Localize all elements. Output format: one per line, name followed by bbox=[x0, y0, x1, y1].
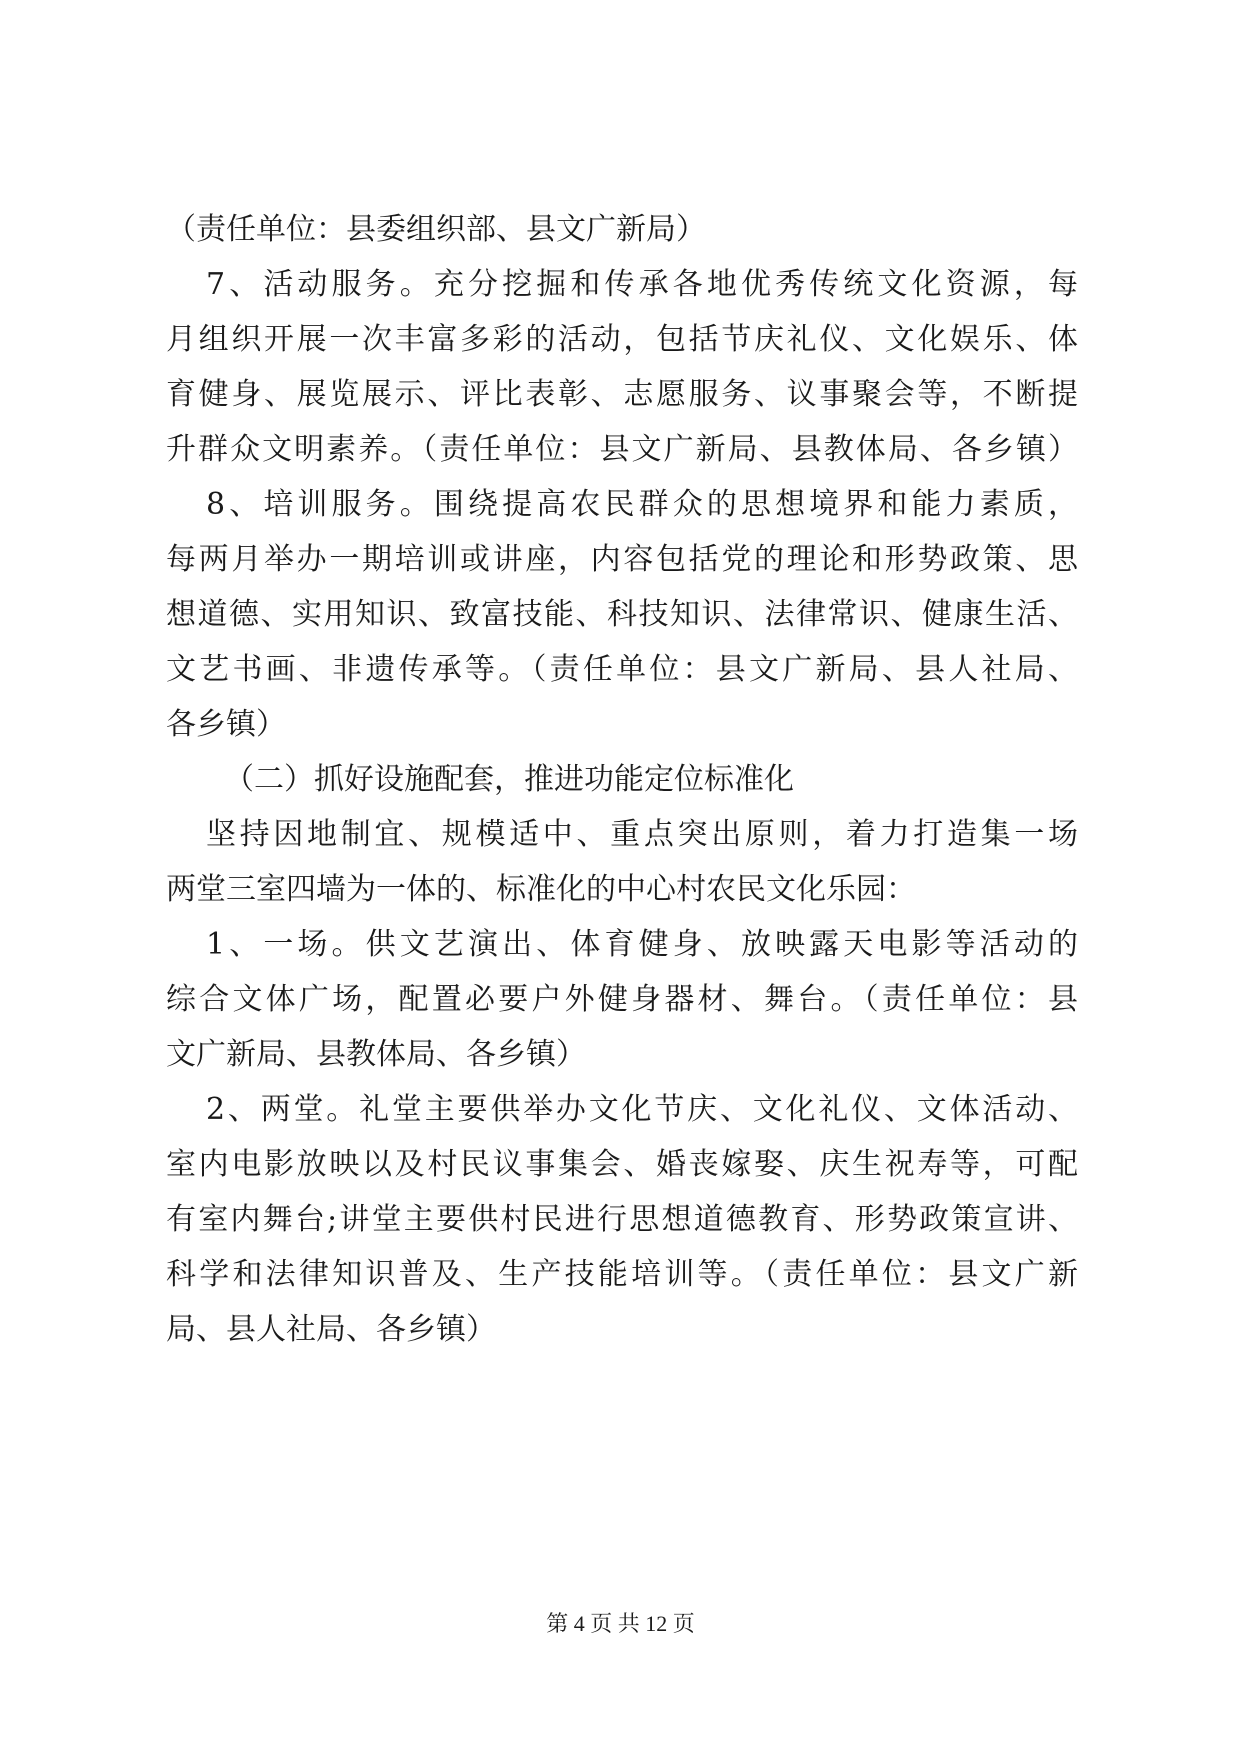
text-line: 各乡镇） bbox=[166, 707, 286, 742]
text-line: 文艺书画、非遗传承等。（责任单位：县文广新局、县人社局、 bbox=[166, 652, 1078, 687]
text-line: 8、培训服务。围绕提高农民群众的思想境界和能力素质， bbox=[206, 487, 1078, 522]
section-heading: （二）抓好设施配套，推进功能定位标准化 bbox=[224, 762, 794, 797]
text-line: 室内电影放映以及村民议事集会、婚丧嫁娶、庆生祝寿等，可配 bbox=[166, 1147, 1078, 1182]
text-line: 升群众文明素养。（责任单位：县文广新局、县教体局、各乡镇） bbox=[166, 432, 1078, 467]
text-line: 坚持因地制宜、规模适中、重点突出原则，着力打造集一场 bbox=[206, 817, 1078, 852]
text-line: 每两月举办一期培训或讲座，内容包括党的理论和形势政策、思 bbox=[166, 542, 1078, 577]
page-number-footer: 第 4 页 共 12 页 bbox=[546, 1611, 695, 1636]
text-line: 局、县人社局、各乡镇） bbox=[166, 1312, 496, 1347]
text-line: 育健身、展览展示、评比表彰、志愿服务、议事聚会等，不断提 bbox=[166, 377, 1078, 412]
text-line: （责任单位：县委组织部、县文广新局） bbox=[166, 212, 706, 247]
text-line: 7、活动服务。充分挖掘和传承各地优秀传统文化资源，每 bbox=[206, 267, 1078, 302]
text-line: 有室内舞台;讲堂主要供村民进行思想道德教育、形势政策宣讲、 bbox=[166, 1202, 1078, 1237]
text-line: 想道德、实用知识、致富技能、科技知识、法律常识、健康生活、 bbox=[166, 597, 1078, 632]
text-line: 2、两堂。礼堂主要供举办文化节庆、文化礼仪、文体活动、 bbox=[206, 1092, 1078, 1127]
text-line: 两堂三室四墙为一体的、标准化的中心村农民文化乐园： bbox=[166, 872, 916, 907]
text-line: 1、一场。供文艺演出、体育健身、放映露天电影等活动的 bbox=[206, 927, 1078, 962]
text-line: 文广新局、县教体局、各乡镇） bbox=[166, 1037, 586, 1072]
text-line: 科学和法律知识普及、生产技能培训等。（责任单位：县文广新 bbox=[166, 1257, 1078, 1292]
text-line: 综合文体广场，配置必要户外健身器材、舞台。（责任单位：县 bbox=[166, 982, 1078, 1017]
text-line: 月组织开展一次丰富多彩的活动，包括节庆礼仪、文化娱乐、体 bbox=[166, 322, 1078, 357]
